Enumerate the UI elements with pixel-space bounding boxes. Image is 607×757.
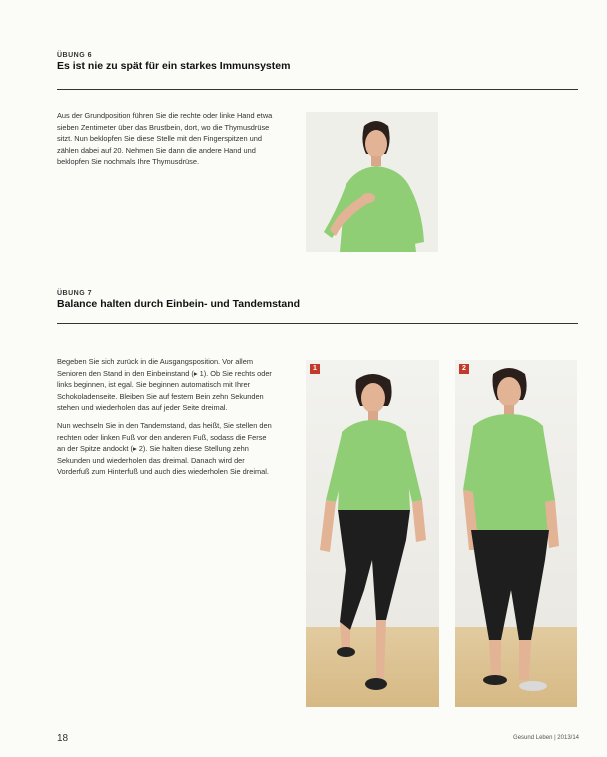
exercise6-title: Es ist nie zu spät für ein starkes Immunsystem (57, 60, 291, 72)
photo-badge-2: 2 (459, 364, 469, 374)
exercise6-label: ÜBUNG 6 (57, 52, 93, 59)
exercise7-label: ÜBUNG 7 (57, 290, 93, 297)
exercise7-photo-1 (306, 360, 439, 707)
exercise6-divider (57, 89, 578, 90)
exercise6-photo (306, 112, 438, 252)
page-number: 18 (57, 733, 69, 744)
woman-tapping-chest-figure (306, 112, 438, 252)
photo-badge-1: 1 (310, 364, 320, 374)
magazine-name: Gesund Leben | 2013/14 (513, 735, 579, 741)
exercise7-title: Balance halten durch Einbein- und Tandemstand (57, 298, 301, 310)
exercise7-photo-2 (455, 360, 577, 707)
exercise6-body (57, 110, 275, 174)
exercise7-paragraph-1: Begeben Sie sich zurück in die Ausgangsposition. Vor allem Senioren den Stand in den Einbeinstand (▸ 1). Ob Sie rechts oder links beginnen, ist egal. Sie beginnen automatisch mit Ihrer Schokoladenseite. Bleiben Sie auf festem Bein zehn Sekunden stehen und wiederholen das auf jeder Seite dreimal. (57, 357, 272, 413)
exercise7-paragraph-2: Nun wechseln Sie in den Tandemstand, das heißt, Sie stellen den rechten oder linken Fuß vor den anderen Fuß, sodass die Ferse an der Spitze andockt (▸ 2). Sie halten diese Stellung zehn Sekunden und wiederholen das dreimal. Danach wird der Vorderfuß zum Hinterfuß und auch dies wiederholen Sie dreimal. (57, 420, 272, 477)
exercise6-header (57, 52, 578, 72)
woman-one-leg-stand-figure (306, 360, 439, 707)
exercise6-paragraph: Aus der Grundposition führen Sie die rechte oder linke Hand etwa sieben Zentimeter über das Brustbein, dort, wo die Thymusdrüse sitzt. Nun beklopfen Sie diese Stelle mit den Fingerspitzen und zählen dabei auf 20. Nehmen Sie dann die andere Hand und beklopfen Sie nochmals Ihre Thymusdrüse. (57, 111, 273, 167)
exercise7-divider (57, 323, 578, 324)
exercise7-header (57, 290, 578, 310)
woman-tandem-stand-figure (455, 360, 577, 707)
exercise7-body (57, 356, 275, 484)
